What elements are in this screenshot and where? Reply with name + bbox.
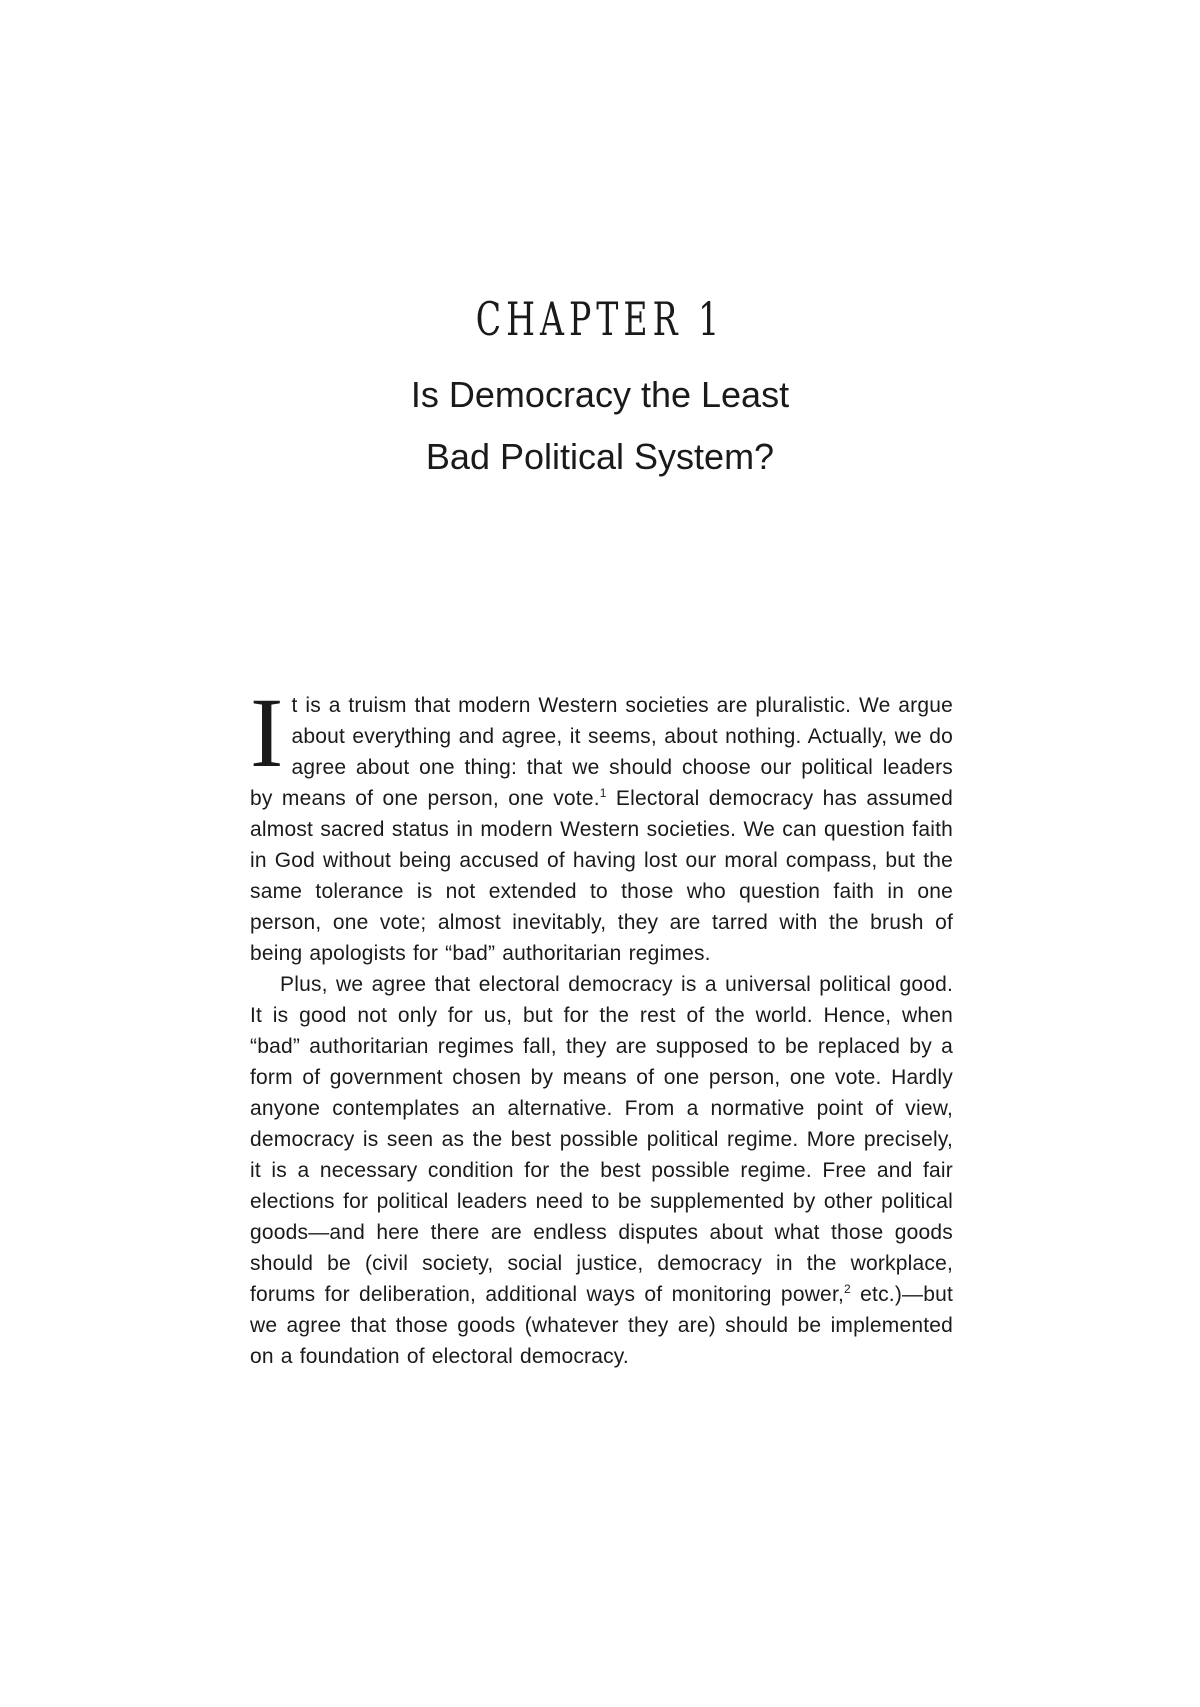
chapter-title-line-2: Bad Political System? <box>425 436 775 477</box>
chapter-label: CHAPTER 1 <box>475 292 725 346</box>
footnote-ref-1[interactable]: 1 <box>599 786 607 800</box>
paragraph-1-text-a: t is a truism that modern Western societies are pluralistic. We argue about everything and agree, it seems, about nothing. Actually, we do agree about one thing: that we should choose our political leaders by means of one person, one vote. <box>250 694 953 810</box>
body-text <box>250 677 953 1372</box>
paragraph-2 <box>250 969 953 1372</box>
paragraph-1 <box>250 677 953 969</box>
chapter-title-line-1: Is Democracy the Least <box>410 374 790 415</box>
paragraph-2-text-a: Plus, we agree that electoral democracy is a universal political good. It is good not only for us, but for the rest of the world. Hence, when “bad” authoritarian regimes fall, they are supposed to be replaced by a form of government chosen by means of one person, one vote. Hardly anyone contemplates an alternative. From a normative point of view, democracy is seen as the best possible political regime. More precisely, it is a necessary condition for the best possible regime. Free and fair elections for political leaders need to be supplemented by other political goods—and here there are endless disputes about what those goods should be (civil society, social justice, democracy in the workplace, forums for deliberation, additional ways of monitoring power, <box>250 973 953 1306</box>
chapter-title <box>0 364 1200 488</box>
paragraph-1-text-b: Electoral democracy has assumed almost sacred status in modern Western societies. We can question faith in God without being accused of having lost our moral compass, but the same tolerance is not extended to those who question faith in one person, one vote; almost inevitably, they are tarred with the brush of being apologists for “bad” authoritarian regimes. <box>250 787 953 965</box>
footnote-ref-2[interactable]: 2 <box>844 1282 851 1296</box>
paragraph-2-text-b: etc.)—but we agree that those goods (whatever they are) should be implemented on a foundation of electoral democracy. <box>250 1283 953 1368</box>
drop-cap: I <box>250 677 284 788</box>
